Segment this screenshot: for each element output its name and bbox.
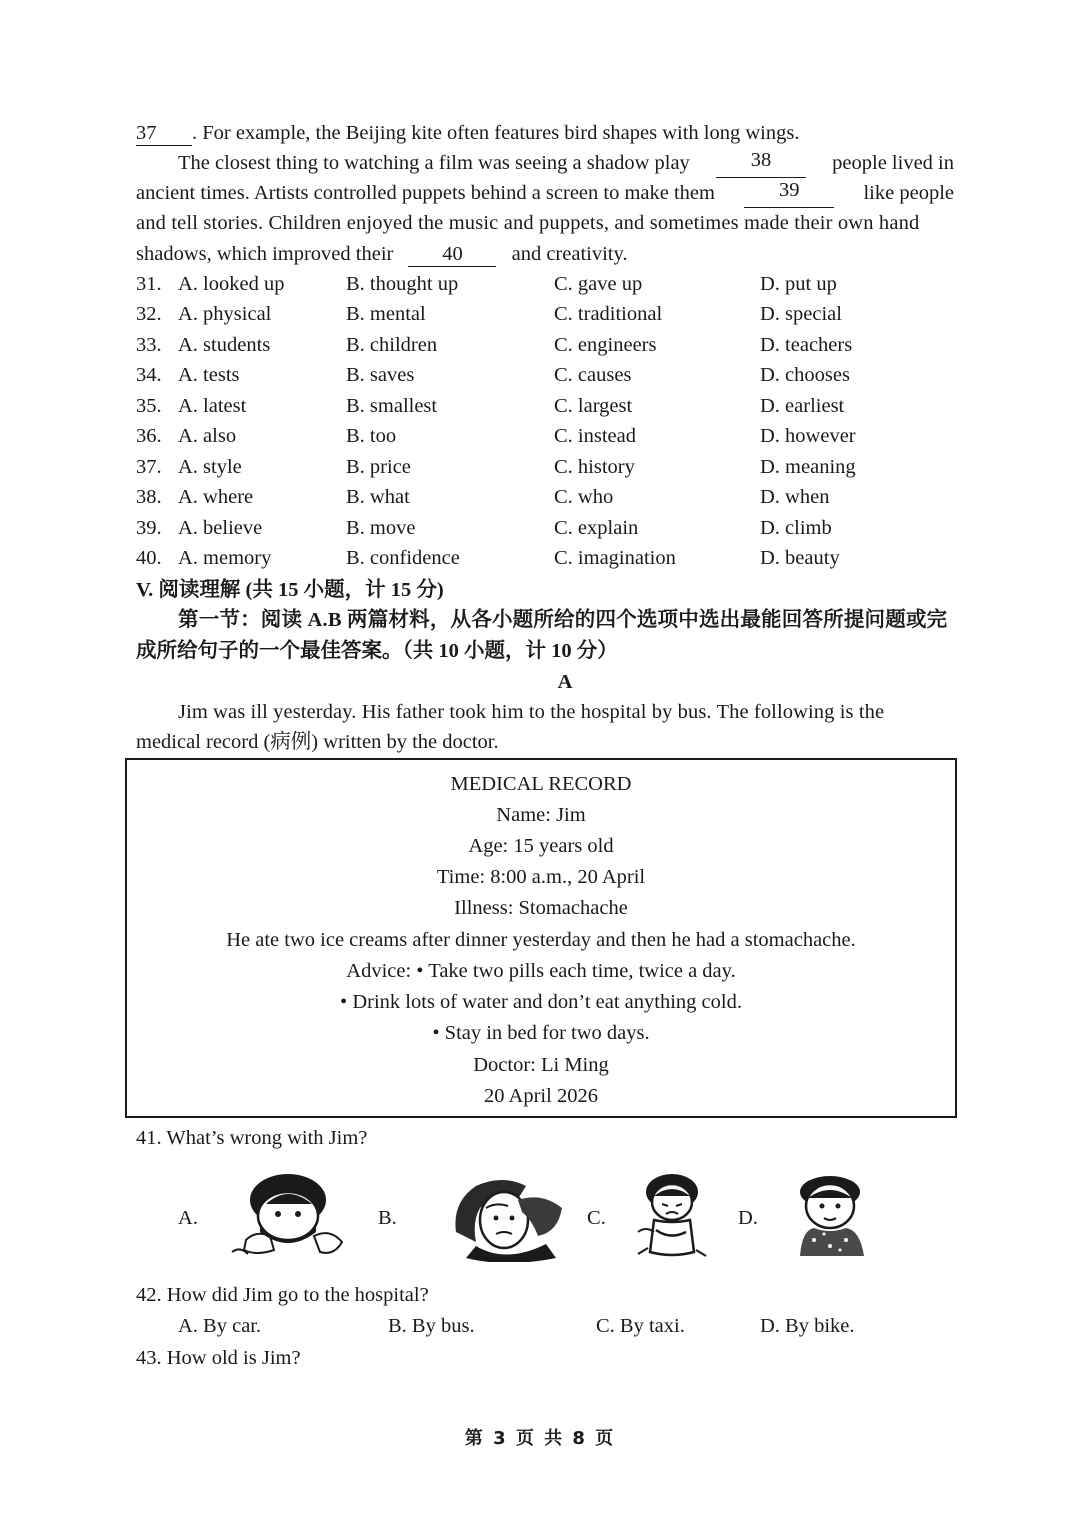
- option-row-34: 34. A. tests B. saves C. causes D. chooses: [136, 364, 850, 386]
- q42-option-a[interactable]: A. By car.: [178, 1315, 262, 1337]
- headache-picture-icon[interactable]: [446, 1172, 568, 1262]
- section-title: V. 阅读理解 (共 15 小题，计 15 分): [136, 579, 444, 601]
- q41-option-a-label[interactable]: A.: [178, 1207, 198, 1229]
- record-advice-1: Advice: • Take two pills each time, twice a day.: [346, 960, 736, 982]
- record-date: 20 April 2026: [484, 1085, 598, 1107]
- record-name: Name: Jim: [496, 804, 586, 826]
- q42-option-b[interactable]: B. By bus.: [388, 1315, 475, 1337]
- blank-38: 38: [716, 148, 806, 178]
- option-row-40: 40. A. memory B. confidence C. imagination D. beauty: [136, 547, 840, 569]
- passage-line-2: The closest thing to watching a film was seeing a shadow play 38 people lived in: [178, 148, 954, 178]
- stomachache-picture-icon[interactable]: [630, 1170, 716, 1260]
- passage-line-3: ancient times. Artists controlled puppets behind a screen to make them 39 like people: [136, 178, 954, 208]
- option-row-33: 33. A. students B. children C. engineers D. teachers: [136, 334, 853, 356]
- question-43: 43. How old is Jim?: [136, 1347, 301, 1369]
- record-title: MEDICAL RECORD: [450, 773, 632, 795]
- question-42: 42. How did Jim go to the hospital?: [136, 1284, 429, 1306]
- q41-option-d-label[interactable]: D.: [738, 1207, 758, 1229]
- option-row-31: 31. A. looked up B. thought up C. gave up D. put up: [136, 273, 837, 295]
- passage-line-4: and tell stories. Children enjoyed the music and puppets, and sometimes made their own hand: [136, 212, 920, 234]
- option-row-38: 38. A. where B. what C. who D. when: [136, 486, 830, 508]
- passage-line-1: 37 . For example, the Beijing kite often features bird shapes with long wings.: [136, 122, 800, 144]
- option-row-35: 35. A. latest B. smallest C. largest D. earliest: [136, 395, 845, 417]
- page-footer: 第 3 页 共 8 页: [464, 1428, 616, 1449]
- record-advice-2: • Drink lots of water and don’t eat anything cold.: [340, 991, 742, 1013]
- record-doctor: Doctor: Li Ming: [473, 1054, 609, 1076]
- q41-option-b-label[interactable]: B.: [378, 1207, 397, 1229]
- medical-record-box: [125, 758, 957, 1118]
- part-label-a: A: [557, 671, 573, 693]
- record-description: He ate two ice creams after dinner yesterday and then he had a stomachache.: [226, 929, 856, 951]
- toothache-picture-icon[interactable]: [226, 1170, 354, 1262]
- option-row-37: 37. A. style B. price C. history D. meaning: [136, 456, 856, 478]
- blank-39: 39: [744, 178, 834, 208]
- record-illness: Illness: Stomachache: [454, 897, 628, 919]
- section-instruction-2: 成所给句子的一个最佳答案。（共 10 小题，计 10 分）: [136, 640, 618, 662]
- record-time: Time: 8:00 a.m., 20 April: [436, 866, 646, 888]
- option-row-32: 32. A. physical B. mental C. traditional D. special: [136, 303, 842, 325]
- q42-option-d[interactable]: D. By bike.: [760, 1315, 855, 1337]
- q41-option-c-label[interactable]: C.: [587, 1207, 606, 1229]
- option-row-39: 39. A. believe B. move C. explain D. climb: [136, 517, 832, 539]
- section-instruction-1: 第一节：阅读 A.B 两篇材料，从各小题所给的四个选项中选出最能回答所提问题或完: [178, 609, 948, 631]
- blank-37: 37: [136, 121, 192, 146]
- blank-40: 40: [408, 242, 496, 267]
- q42-option-c[interactable]: C. By taxi.: [596, 1315, 685, 1337]
- passage-line-5: shadows, which improved their 40 and creativity.: [136, 243, 628, 265]
- intro-line-2: medical record (病例) written by the doctor.: [136, 731, 499, 753]
- option-row-36: 36. A. also B. too C. instead D. however: [136, 425, 856, 447]
- fever-picture-icon[interactable]: [784, 1172, 876, 1258]
- record-advice-3: • Stay in bed for two days.: [432, 1022, 650, 1044]
- q42-options: [136, 1311, 956, 1341]
- record-age: Age: 15 years old: [468, 835, 614, 857]
- intro-line-1: Jim was ill yesterday. His father took him to the hospital by bus. The following is the: [178, 701, 885, 723]
- question-41: 41. What’s wrong with Jim?: [136, 1127, 368, 1149]
